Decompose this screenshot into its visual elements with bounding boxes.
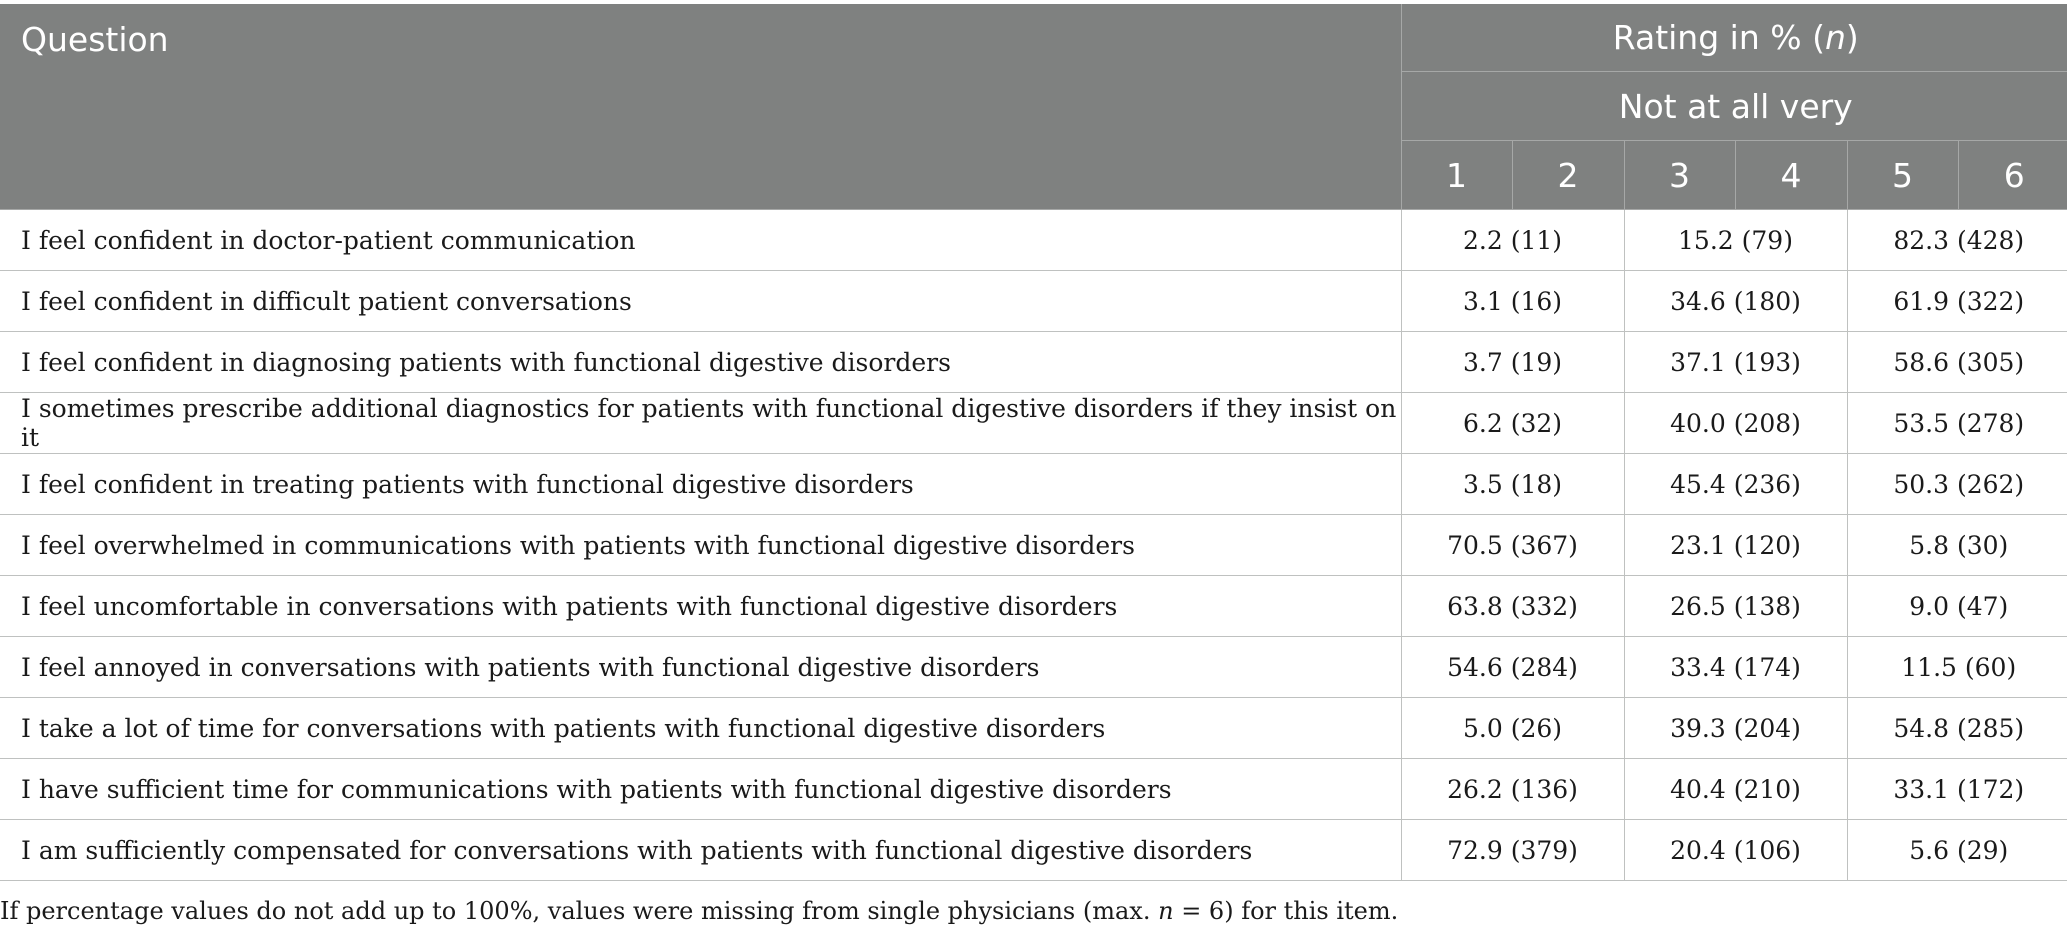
table-row <box>0 576 2067 637</box>
rating-prefix: Rating in % ( <box>1612 18 1825 57</box>
table-row <box>0 698 2067 759</box>
rating-cell-3-4: 40.4 (210) <box>1624 759 1847 820</box>
rating-header <box>1401 4 2067 72</box>
scale-point-header: 5 <box>1847 141 1958 210</box>
scale-label-header: Not at all very <box>1401 72 2067 141</box>
rating-cell-5-6: 9.0 (47) <box>1847 576 2067 637</box>
question-cell: I have sufficient time for communications with patients with functional digestive disorders <box>0 759 1401 820</box>
rating-cell-1-2: 63.8 (332) <box>1401 576 1624 637</box>
question-cell: I feel annoyed in conversations with patients with functional digestive disorders <box>0 637 1401 698</box>
rating-cell-5-6: 5.8 (30) <box>1847 515 2067 576</box>
question-cell: I feel uncomfortable in conversations with patients with functional digestive disorders <box>0 576 1401 637</box>
scale-point-header: 2 <box>1512 141 1624 210</box>
table-row <box>0 759 2067 820</box>
question-cell: I feel confident in doctor-patient communication <box>0 210 1401 271</box>
table-header <box>0 4 2067 210</box>
rating-cell-3-4: 40.0 (208) <box>1624 393 1847 454</box>
table-row <box>0 393 2067 454</box>
footnote-n: n <box>1158 897 1174 925</box>
footnote-text-after: = 6) for this item. <box>1173 897 1399 925</box>
rating-cell-5-6: 53.5 (278) <box>1847 393 2067 454</box>
question-cell: I feel overwhelmed in communications with patients with functional digestive disorders <box>0 515 1401 576</box>
footnote-text-before: If percentage values do not add up to 100%, values were missing from single physicians (max. <box>0 897 1159 925</box>
question-cell: I feel confident in diagnosing patients with functional digestive disorders <box>0 332 1401 393</box>
rating-cell-3-4: 15.2 (79) <box>1624 210 1847 271</box>
rating-cell-1-2: 3.1 (16) <box>1401 271 1624 332</box>
table-container <box>0 4 2067 881</box>
question-cell: I take a lot of time for conversations with patients with functional digestive disorders <box>0 698 1401 759</box>
rating-cell-1-2: 3.5 (18) <box>1401 454 1624 515</box>
question-column-header: Question <box>0 4 1401 210</box>
question-cell: I feel confident in treating patients with functional digestive disorders <box>0 454 1401 515</box>
rating-cell-3-4: 26.5 (138) <box>1624 576 1847 637</box>
rating-cell-3-4: 39.3 (204) <box>1624 698 1847 759</box>
rating-cell-5-6: 33.1 (172) <box>1847 759 2067 820</box>
table-row <box>0 515 2067 576</box>
question-cell: I sometimes prescribe additional diagnostics for patients with functional digestive disorders if they insist on it <box>0 393 1401 454</box>
rating-cell-5-6: 54.8 (285) <box>1847 698 2067 759</box>
rating-cell-5-6: 82.3 (428) <box>1847 210 2067 271</box>
rating-cell-3-4: 37.1 (193) <box>1624 332 1847 393</box>
rating-cell-1-2: 70.5 (367) <box>1401 515 1624 576</box>
table-row <box>0 210 2067 271</box>
table-row <box>0 454 2067 515</box>
rating-cell-3-4: 23.1 (120) <box>1624 515 1847 576</box>
table-row <box>0 637 2067 698</box>
rating-cell-5-6: 58.6 (305) <box>1847 332 2067 393</box>
ratings-table <box>0 4 2067 881</box>
rating-cell-3-4: 45.4 (236) <box>1624 454 1847 515</box>
rating-cell-5-6: 50.3 (262) <box>1847 454 2067 515</box>
table-body <box>0 210 2067 881</box>
question-cell: I am sufficiently compensated for conversations with patients with functional digestive disorders <box>0 820 1401 881</box>
rating-cell-3-4: 20.4 (106) <box>1624 820 1847 881</box>
table-row <box>0 332 2067 393</box>
rating-cell-1-2: 72.9 (379) <box>1401 820 1624 881</box>
table-footnote <box>0 897 1398 925</box>
rating-n: n <box>1824 18 1846 57</box>
rating-cell-1-2: 2.2 (11) <box>1401 210 1624 271</box>
rating-cell-5-6: 61.9 (322) <box>1847 271 2067 332</box>
rating-cell-5-6: 5.6 (29) <box>1847 820 2067 881</box>
table-row <box>0 271 2067 332</box>
scale-point-header: 1 <box>1401 141 1512 210</box>
scale-point-header: 6 <box>1958 141 2067 210</box>
question-cell: I feel confident in difficult patient conversations <box>0 271 1401 332</box>
rating-cell-1-2: 3.7 (19) <box>1401 332 1624 393</box>
table-row <box>0 820 2067 881</box>
scale-point-header: 3 <box>1624 141 1735 210</box>
scale-point-header: 4 <box>1735 141 1847 210</box>
rating-cell-1-2: 54.6 (284) <box>1401 637 1624 698</box>
rating-cell-3-4: 34.6 (180) <box>1624 271 1847 332</box>
rating-suffix: ) <box>1845 18 1859 57</box>
rating-cell-1-2: 26.2 (136) <box>1401 759 1624 820</box>
rating-cell-1-2: 6.2 (32) <box>1401 393 1624 454</box>
rating-cell-3-4: 33.4 (174) <box>1624 637 1847 698</box>
rating-cell-1-2: 5.0 (26) <box>1401 698 1624 759</box>
rating-cell-5-6: 11.5 (60) <box>1847 637 2067 698</box>
